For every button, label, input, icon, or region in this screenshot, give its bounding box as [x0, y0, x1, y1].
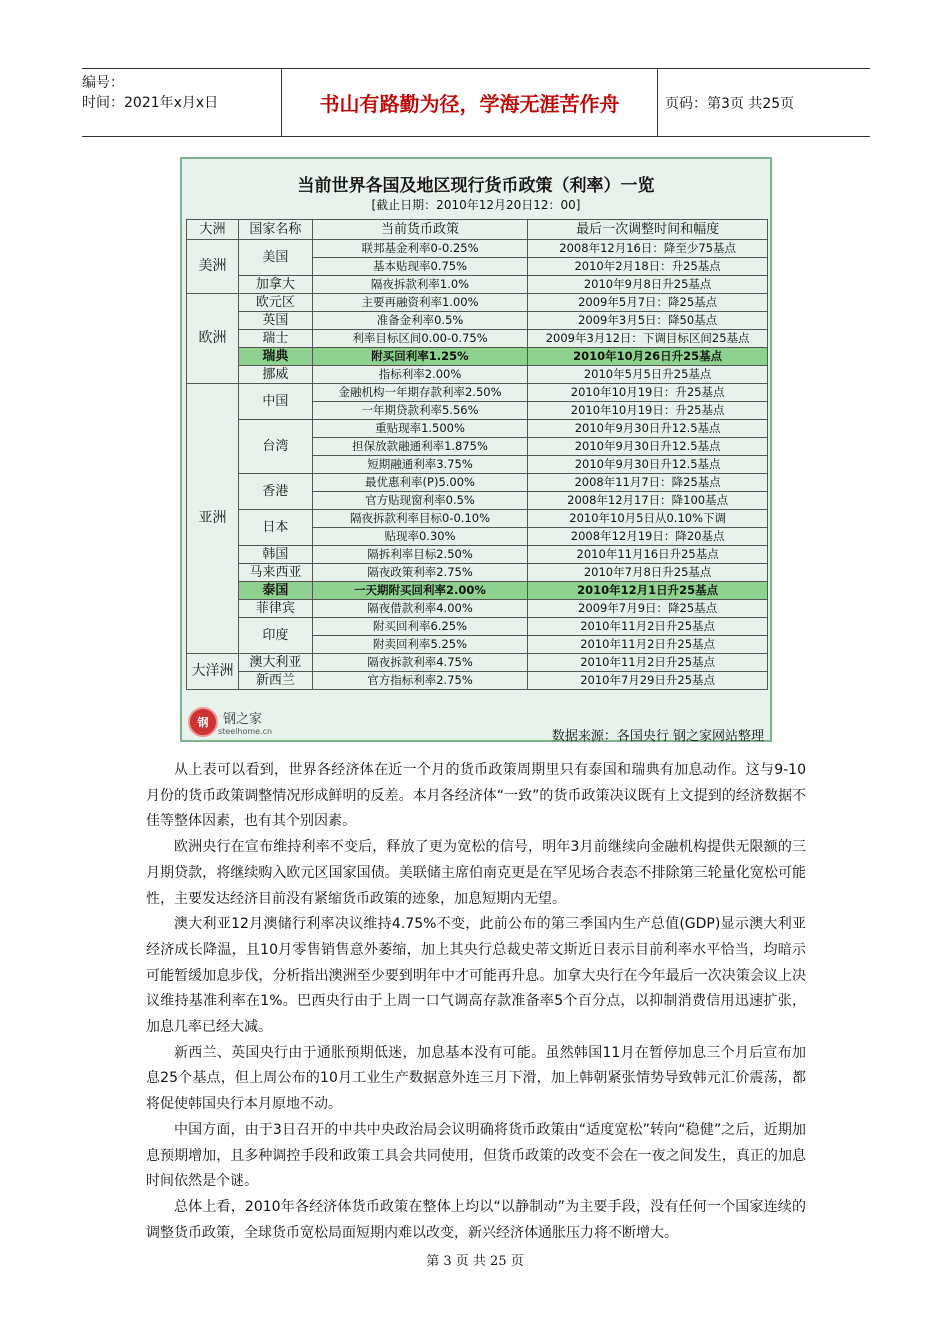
- table-row-highlight: [187, 348, 768, 366]
- header-info: [82, 69, 282, 136]
- table-header-row: [187, 220, 768, 240]
- table-row-highlight: [187, 582, 768, 600]
- rate-table-image: [180, 157, 772, 742]
- country-cell: 新西兰: [238, 672, 312, 690]
- table-source: 数据来源：各国央行 钢之家网站整理: [551, 729, 764, 744]
- policy-cell: 隔夜拆款利率1.0%: [312, 276, 528, 294]
- policy-cell: 隔夜借款利率4.00%: [312, 600, 528, 618]
- policy-cell: 金融机构一年期存款利率2.50%: [312, 384, 528, 402]
- policy-cell: 贴现率0.30%: [312, 528, 528, 546]
- country-cell: 泰国: [238, 582, 312, 600]
- policy-cell: 隔夜政策利率2.75%: [312, 564, 528, 582]
- policy-cell: 担保放款融通利率1.875%: [312, 438, 528, 456]
- paragraph: 新西兰、英国央行由于通胀预期低迷，加息基本没有可能。虽然韩国11月在暂停加息三个月后宣布加息25个基点，但上周公布的10月工业生产数据意外连三月下滑，加上韩朝紧张情势导致韩元汇价震荡，都将促使韩国央行本月原地不动。: [146, 1044, 806, 1113]
- table-row: [187, 546, 768, 564]
- table-row: [187, 330, 768, 348]
- policy-cell: 官方贴现窗利率0.5%: [312, 492, 528, 510]
- page-footer: 第 3 页 共 25 页: [426, 1254, 524, 1269]
- table-row: [187, 294, 768, 312]
- table-row: [187, 384, 768, 402]
- policy-cell: 隔夜拆款利率目标0-0.10%: [312, 510, 528, 528]
- country-cell: 中国: [238, 384, 312, 420]
- policy-cell: 最优惠利率(P)5.00%: [312, 474, 528, 492]
- table-row: [187, 240, 768, 258]
- table-row: [187, 312, 768, 330]
- continent-cell: 亚洲: [187, 384, 239, 654]
- change-cell: 2008年12月16日：降至少75基点: [528, 240, 768, 258]
- country-cell: 澳大利亚: [238, 654, 312, 672]
- logo-url: steelhome.cn: [218, 727, 273, 736]
- change-cell: 2010年10月5日从0.10%下调: [528, 510, 768, 528]
- policy-cell: 基本贴现率0.75%: [312, 258, 528, 276]
- change-cell: 2010年7月29日升25基点: [528, 672, 768, 690]
- logo-name: 钢之家: [223, 712, 263, 727]
- change-cell: 2010年11月2日升25基点: [528, 618, 768, 636]
- change-cell: 2010年12月1日升25基点: [528, 582, 768, 600]
- policy-cell: 一年期贷款利率5.56%: [312, 402, 528, 420]
- policy-cell: 附买回利率6.25%: [312, 618, 528, 636]
- table-row: [187, 618, 768, 636]
- country-cell: 挪威: [238, 366, 312, 384]
- country-cell: 加拿大: [238, 276, 312, 294]
- policy-cell: 隔夜拆款利率4.75%: [312, 654, 528, 672]
- rate-table: [186, 219, 768, 690]
- paragraph: 中国方面，由于3日召开的中共中央政治局会议明确将货币政策由“适度宽松”转向“稳健”之后，近期加息预期增加，且多种调控手段和政策工具会共同使用，但货币政策的改变不会在一夜之间发生，真正的加息时间依然是个谜。: [146, 1121, 806, 1190]
- table-date: [截止日期：2010年12月20日12：00]: [371, 198, 581, 212]
- continent-cell: 欧洲: [187, 294, 239, 384]
- paragraph: 澳大利亚12月澳储行利率决议维持4.75%不变，此前公布的第三季国内生产总值(GDP)显示澳大利亚经济成长降温，且10月零售销售意外萎缩，加上其央行总裁史蒂文斯近日表示目前利率水平恰当，均暗示可能暂缓加息步伐，分析指出澳洲至少要到明年中才可能再升息。加拿大央行在今年最后一次决策会议上决议维持基准利率在1%。巴西央行由于上周一口气调高存款准备率5个百分点，以抑制消费信用迅速扩张，加息几率已经大减。: [146, 916, 806, 1036]
- change-cell: 2010年9月8日升25基点: [528, 276, 768, 294]
- country-cell: 印度: [238, 618, 312, 654]
- change-cell: 2008年12月17日：降100基点: [528, 492, 768, 510]
- policy-cell: 联邦基金利率0-0.25%: [312, 240, 528, 258]
- country-cell: 马来西亚: [238, 564, 312, 582]
- policy-cell: 主要再融资利率1.00%: [312, 294, 528, 312]
- table-row: [187, 510, 768, 528]
- policy-cell: 指标利率2.00%: [312, 366, 528, 384]
- continent-cell: 美洲: [187, 240, 239, 294]
- country-cell: 台湾: [238, 420, 312, 474]
- change-cell: 2010年9月30日升12.5基点: [528, 456, 768, 474]
- change-cell: 2009年3月5日：降50基点: [528, 312, 768, 330]
- table-row: [187, 420, 768, 438]
- change-cell: 2010年9月30日升12.5基点: [528, 438, 768, 456]
- change-cell: 2010年9月30日升12.5基点: [528, 420, 768, 438]
- change-cell: 2008年12月19日：降20基点: [528, 528, 768, 546]
- header-page-label: 页码：第3页 共25页: [665, 95, 795, 112]
- col-header: 大洲: [187, 220, 239, 240]
- paragraph: 从上表可以看到，世界各经济体在近一个月的货币政策周期里只有泰国和瑞典有加息动作。这与9-10月份的货币政策调整情况形成鲜明的反差。本月各经济体“一致”的货币政策决议既有上文提到的经济数据不佳等整体因素，也有其个别因素。: [146, 762, 806, 830]
- policy-cell: 一天期附买回利率2.00%: [312, 582, 528, 600]
- page-header: [82, 68, 870, 137]
- table-row: [187, 564, 768, 582]
- table-row: [187, 600, 768, 618]
- country-cell: 日本: [238, 510, 312, 546]
- country-cell: 瑞士: [238, 330, 312, 348]
- policy-cell: 重贴现率1.500%: [312, 420, 528, 438]
- change-cell: 2010年5月5日升25基点: [528, 366, 768, 384]
- policy-cell: 短期融通利率3.75%: [312, 456, 528, 474]
- change-cell: 2009年7月9日：降25基点: [528, 600, 768, 618]
- col-header: 当前货币政策: [312, 220, 528, 240]
- change-cell: 2010年11月16日升25基点: [528, 546, 768, 564]
- change-cell: 2010年11月2日升25基点: [528, 654, 768, 672]
- country-cell: 英国: [238, 312, 312, 330]
- policy-cell: 官方指标利率2.75%: [312, 672, 528, 690]
- article-body: [146, 758, 806, 1246]
- continent-cell: 大洋洲: [187, 654, 239, 690]
- time-label: 时间：2021年x月x日: [82, 95, 219, 111]
- change-cell: 2009年3月12日：下调目标区间25基点: [528, 330, 768, 348]
- change-cell: 2009年5月7日：降25基点: [528, 294, 768, 312]
- steelhome-logo: [188, 707, 272, 737]
- paragraph: 总体上看，2010年各经济体货币政策在整体上均以“以静制动”为主要手段，没有任何一个国家连续的调整货币政策，全球货币宽松局面短期内难以改变，新兴经济体通胀压力将不断增大。: [146, 1198, 806, 1241]
- paragraph: 欧洲央行在宣布维持利率不变后，释放了更为宽松的信号，明年3月前继续向金融机构提供无限额的三月期贷款，将继续购入欧元区国家国债。美联储主席伯南克更是在罕见场合表态不排除第三轮量化宽松可能性，主要发达经济目前没有紧缩货币政策的迹象，加息短期内无望。: [146, 839, 806, 907]
- table-row: [187, 672, 768, 690]
- country-cell: 瑞典: [238, 348, 312, 366]
- table-title: 当前世界各国及地区现行货币政策（利率）一览: [297, 176, 655, 196]
- change-cell: 2010年7月8日升25基点: [528, 564, 768, 582]
- col-header: 国家名称: [238, 220, 312, 240]
- change-cell: 2008年11月7日：降25基点: [528, 474, 768, 492]
- table-row: [187, 366, 768, 384]
- policy-cell: 附卖回利率5.25%: [312, 636, 528, 654]
- country-cell: 香港: [238, 474, 312, 510]
- header-motto: 书山有路勤为径，学海无涯苦作舟: [282, 69, 658, 136]
- logo-icon: 钢: [188, 707, 218, 737]
- change-cell: 2010年10月19日：升25基点: [528, 384, 768, 402]
- change-cell: 2010年11月2日升25基点: [528, 636, 768, 654]
- policy-cell: 附买回利率1.25%: [312, 348, 528, 366]
- country-cell: 韩国: [238, 546, 312, 564]
- policy-cell: 准备金利率0.5%: [312, 312, 528, 330]
- change-cell: 2010年2月18日：升25基点: [528, 258, 768, 276]
- change-cell: 2010年10月26日升25基点: [528, 348, 768, 366]
- policy-cell: 隔拆利率目标2.50%: [312, 546, 528, 564]
- country-cell: 欧元区: [238, 294, 312, 312]
- change-cell: 2010年10月19日：升25基点: [528, 402, 768, 420]
- table-row: [187, 276, 768, 294]
- table-row: [187, 654, 768, 672]
- policy-cell: 利率目标区间0.00-0.75%: [312, 330, 528, 348]
- country-cell: 美国: [238, 240, 312, 276]
- table-row: [187, 474, 768, 492]
- code-label: 编号：: [82, 75, 124, 91]
- country-cell: 菲律宾: [238, 600, 312, 618]
- col-header: 最后一次调整时间和幅度: [528, 220, 768, 240]
